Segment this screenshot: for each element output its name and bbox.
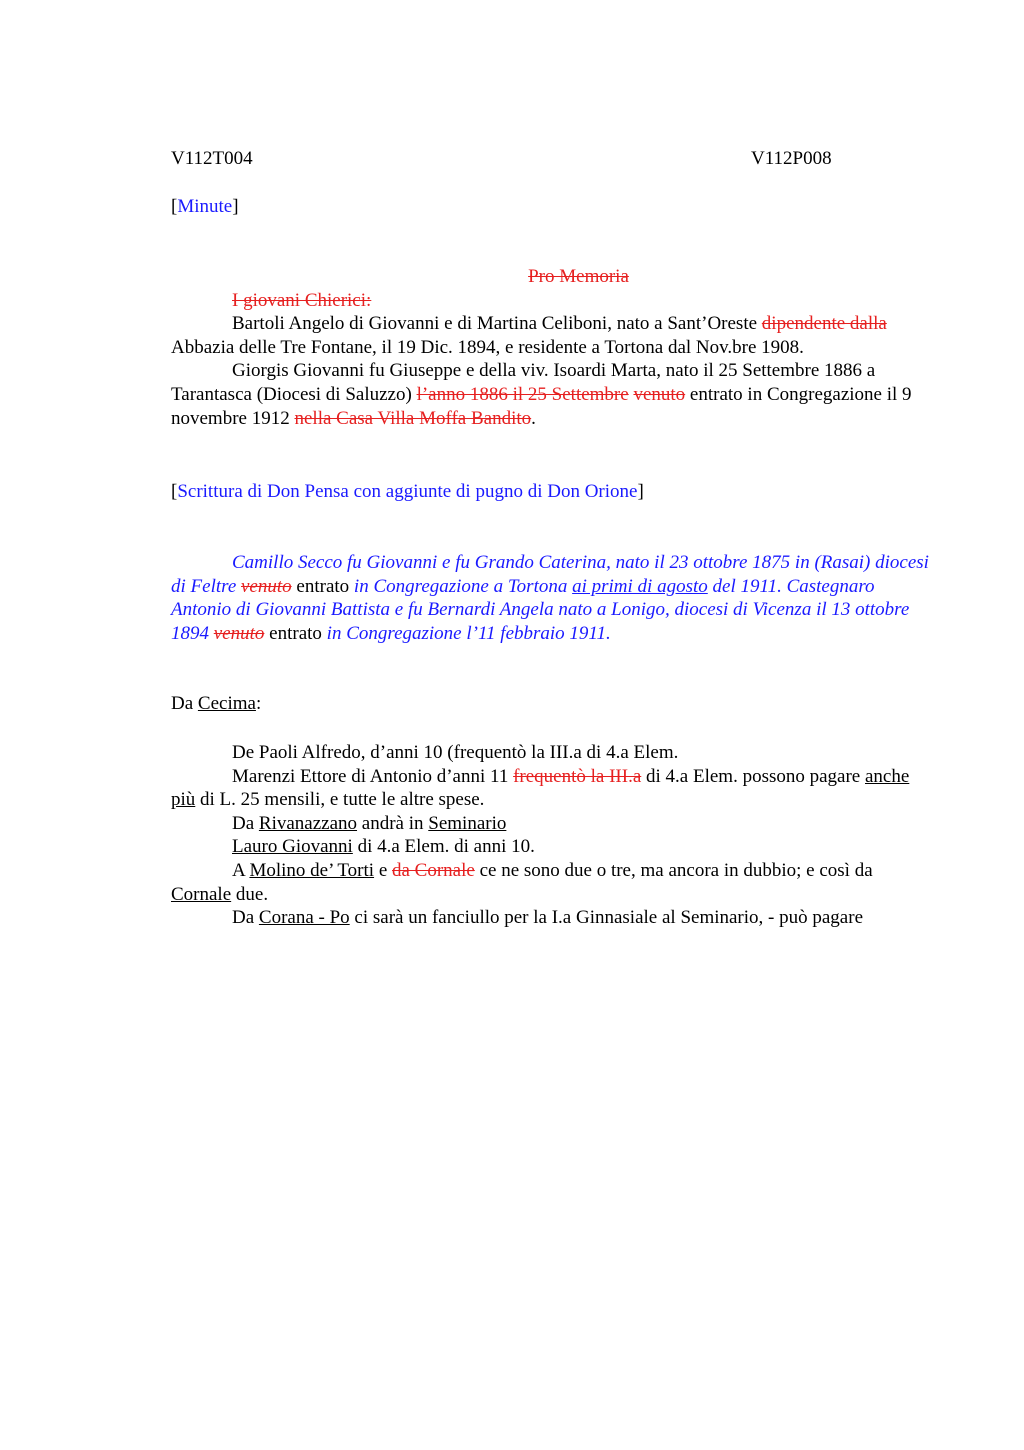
cornale-place: Cornale (171, 883, 232, 905)
entry1-text-b: Abbazia delle Tre Fontane, il 19 Dic. 1894, e residente a Tortona dal Nov.bre 1908. (171, 336, 804, 358)
lauro-b: di 4.a Elem. di anni 10. (352, 836, 535, 858)
line-rivanazzano (171, 812, 931, 836)
corana-a: Da (232, 907, 259, 929)
cecima-place: Cecima (197, 693, 256, 714)
entry2-text-b: entrato in Congregazione il 9 novembre 1912 (171, 383, 912, 429)
molino-place: Molino de’ Torti (249, 859, 375, 881)
minute-note (171, 195, 931, 219)
molino-d: due. (231, 883, 269, 905)
line-marenzi (171, 765, 931, 812)
pro-memoria-title-text: Pro Memoria (528, 266, 629, 287)
marenzi-b: di 4.a Elem. possono pagare (641, 765, 865, 787)
scrittura-label: Scrittura di Don Pensa con aggiunte di pugno di Don Orione (177, 481, 638, 502)
secco-struck2: venuto (213, 622, 265, 644)
line-molino (171, 859, 931, 906)
secco-text (171, 551, 931, 645)
marenzi-struck: frequentò la III.a (513, 765, 642, 787)
entry-bartoli (171, 312, 931, 359)
marenzi-underlined: anche più (171, 765, 910, 811)
bracket-close: ] (232, 196, 239, 217)
pro-memoria-section (171, 265, 931, 430)
molino-struck: da Cornale (392, 859, 475, 881)
secco-c: in Congregazione a Tortona (353, 575, 573, 597)
cecima-suffix: : (255, 693, 262, 714)
right-code: V112P008 (751, 148, 832, 169)
entry2-struck2: venuto (633, 383, 686, 405)
secco-f: entrato (264, 622, 327, 644)
entry2-text-c: . (531, 407, 536, 429)
line-lauro (171, 835, 931, 859)
entry2-struck3: nella Casa Villa Moffa Bandito (294, 407, 532, 429)
secco-b: entrato (291, 575, 354, 597)
molino-b: e (374, 859, 392, 881)
rivanazzano-b: andrà in (357, 812, 429, 834)
entry2-text-a: Giorgis Giovanni fu Giuseppe e della viv. Isoardi Marta, nato il 25 Settembre 1886 a Tarantasca (Diocesi di Saluzzo) (171, 360, 876, 405)
molino-c: ce ne sono due o tre, ma ancora in dubbio; e così da (474, 859, 873, 881)
secco-struck1: venuto (241, 575, 292, 597)
bracket-close: ] (637, 481, 644, 502)
seminario: Seminario (428, 812, 507, 834)
rivanazzano-place: Rivanazzano (258, 812, 358, 834)
secco-e: del 1911. Castegnaro Antonio di Giovanni Battista e fu Bernardi Angela nato a Lonigo, diocesi di Vicenza il 13 ottobre 1894 (171, 575, 910, 644)
cecima-heading (171, 692, 931, 716)
cecima-prefix: Da (171, 693, 198, 714)
corana-place: Corana - Po (258, 907, 350, 929)
secco-a: Camillo Secco fu Giovanni e fu Grando Caterina, nato il 23 ottobre 1875 in (Rasai) diocesi di Feltre (171, 552, 929, 597)
cecima-list (171, 741, 931, 930)
pro-memoria-subtitle (171, 289, 931, 313)
secco-castegnaro-paragraph (171, 551, 931, 645)
rivanazzano-a: Da (232, 812, 259, 834)
minute-label: Minute (177, 196, 233, 217)
scrittura-note (171, 480, 931, 504)
marenzi-a: Marenzi Ettore di Antonio d’anni 11 (232, 765, 514, 787)
entry1-text-a: Bartoli Angelo di Giovanni e di Martina Celiboni, nato a Sant’Oreste (232, 313, 762, 335)
left-code: V112T004 (171, 148, 253, 169)
molino-a: A (232, 859, 250, 881)
corana-b: ci sarà un fanciullo per la I.a Ginnasiale al Seminario, - può pagare (349, 907, 863, 929)
entry-giorgis (171, 359, 931, 430)
secco-d: ai primi di agosto (572, 575, 708, 597)
subtitle-text: I giovani Chierici: (232, 289, 372, 311)
lauro-name: Lauro Giovanni (232, 836, 353, 858)
bracket-open: [ (171, 196, 178, 217)
line-de-paoli: De Paoli Alfredo, d’anni 10 (frequentò la III.a di 4.a Elem. (232, 742, 679, 763)
bracket-open: [ (171, 481, 178, 502)
line-corana (171, 906, 931, 930)
entry1-struck: dipendente dalla (761, 313, 887, 335)
pro-memoria-title (171, 265, 931, 289)
secco-g: in Congregazione l’11 febbraio 1911. (326, 622, 611, 644)
marenzi-c: di L. 25 mensili, e tutte le altre spese. (195, 789, 485, 811)
entry2-struck1: l’anno 1886 il 25 Settembre (416, 383, 629, 405)
